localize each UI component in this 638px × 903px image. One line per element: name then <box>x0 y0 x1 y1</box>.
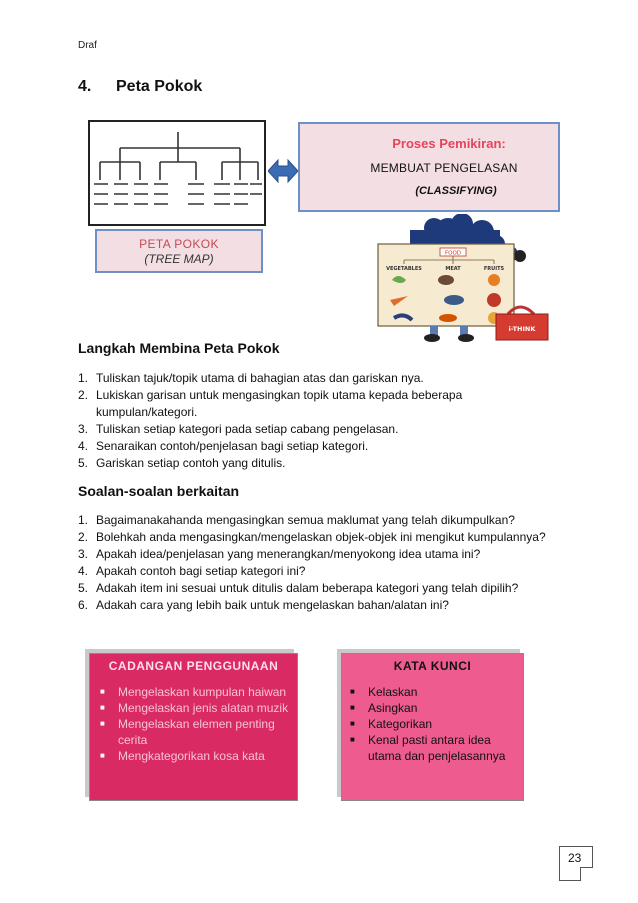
kata-kunci-item-text: Kenal pasti antara idea utama dan penjelasannya <box>368 733 506 763</box>
cadangan-penggunaan-box <box>89 653 298 801</box>
section-title <box>78 78 202 96</box>
question-item-text: Adakah cara yang lebih baik untuk mengelaskan bahan/alatan ini? <box>96 598 449 612</box>
kata-kunci-item <box>342 716 523 732</box>
board-label-vegetables: VEGETABLES <box>386 266 422 272</box>
section-number: 4. <box>78 78 92 95</box>
step-item-number: 5. <box>78 456 89 470</box>
cadangan-item <box>90 748 297 764</box>
question-item-text: Apakah contoh bagi setiap kategori ini? <box>96 564 306 578</box>
question-item-number: 4. <box>78 564 89 578</box>
kata-kunci-box <box>341 653 524 801</box>
square-bullet-icon: ■ <box>100 751 105 760</box>
cadangan-item-text: Mengelaskan elemen penting cerita <box>118 717 275 747</box>
proses-english: (CLASSIFYING) <box>415 185 497 197</box>
question-item-number: 2. <box>78 530 89 544</box>
cadangan-item-text: Mengelaskan kumpulan haiwan <box>118 685 287 699</box>
proses-subtitle: MEMBUAT PENGELASAN <box>370 161 518 175</box>
peta-english: (TREE MAP) <box>144 252 214 266</box>
question-item-text: Adakah item ini sesuai untuk ditulis dalam beberapa kategori yang telah dipilih? <box>96 581 519 595</box>
square-bullet-icon: ■ <box>100 703 105 712</box>
question-item-number: 6. <box>78 598 89 612</box>
square-bullet-icon: ■ <box>350 687 355 696</box>
questions-heading: Soalan-soalan berkaitan <box>78 483 240 499</box>
kata-kunci-title: KATA KUNCI <box>393 659 472 673</box>
steps-heading: Langkah Membina Peta Pokok <box>78 340 280 356</box>
tree-map-illustration <box>88 120 266 226</box>
square-bullet-icon: ■ <box>100 687 105 696</box>
cadangan-list <box>90 684 297 764</box>
question-item-text: Bolehkah anda mengasingkan/mengelaskan objek-objek ini mengikut kumpulannya? <box>96 530 546 544</box>
question-item-number: 5. <box>78 581 89 595</box>
step-item <box>78 455 498 472</box>
mascot-right-hand <box>514 250 526 262</box>
kata-kunci-item <box>342 684 523 700</box>
kata-kunci-item-text: Asingkan <box>368 701 418 715</box>
step-item-text: Senaraikan contoh/penjelasan bagi setiap kategori. <box>96 439 369 453</box>
step-item-text: Tuliskan tajuk/topik utama di bahagian atas dan gariskan nya. <box>96 371 424 385</box>
question-item <box>78 529 558 546</box>
kata-kunci-item <box>342 732 523 764</box>
kata-kunci-item-text: Kelaskan <box>368 685 418 699</box>
section-name: Peta Pokok <box>116 78 203 95</box>
questions-list <box>78 512 558 614</box>
cadangan-item <box>90 700 297 716</box>
proses-pemikiran-box <box>298 122 560 212</box>
step-item <box>78 421 498 438</box>
board-label-fruits: FRUITS <box>483 266 505 272</box>
step-item-number: 4. <box>78 439 89 453</box>
step-item-text: Lukiskan garisan untuk mengasingkan topik utama kepada beberapa kumpulan/kategori. <box>96 388 463 419</box>
question-item <box>78 546 558 563</box>
step-item-number: 1. <box>78 371 89 385</box>
square-bullet-icon: ■ <box>350 703 355 712</box>
square-bullet-icon: ■ <box>350 735 355 744</box>
question-item <box>78 580 558 597</box>
step-item-text: Gariskan setiap contoh yang ditulis. <box>96 456 286 470</box>
kata-kunci-item-text: Kategorikan <box>368 717 433 731</box>
page-fold-icon <box>580 867 593 880</box>
step-item-text: Tuliskan setiap kategori pada setiap cabang pengelasan. <box>96 422 399 436</box>
question-item <box>78 563 558 580</box>
tree-map-mascot-clipart <box>370 214 552 344</box>
cadangan-item-text: Mengelaskan jenis alatan muzik <box>118 701 289 715</box>
question-item-text: Bagaimanakahanda mengasingkan semua maklumat yang telah dikumpulkan? <box>96 513 515 527</box>
board-label-meat: MEAT <box>445 266 461 272</box>
proses-title: Proses Pemikiran: <box>392 136 506 151</box>
question-item <box>78 597 558 614</box>
peta-title: PETA POKOK <box>139 237 219 251</box>
step-item-number: 2. <box>78 388 89 402</box>
peta-pokok-box <box>95 229 263 273</box>
question-item <box>78 512 558 529</box>
square-bullet-icon: ■ <box>350 719 355 728</box>
page-number-box <box>559 846 593 880</box>
toolbox-label: i-THINK <box>508 325 536 333</box>
question-item-number: 1. <box>78 513 89 527</box>
question-item-text: Apakah idea/penjelasan yang menerangkan/menyokong idea utama ini? <box>96 547 481 561</box>
cadangan-item <box>90 684 297 700</box>
tree-map-diagram <box>90 122 264 224</box>
cadangan-item <box>90 716 297 748</box>
draft-label: Draf <box>78 40 97 51</box>
step-item <box>78 387 498 421</box>
board-top-label: FOOD <box>444 250 462 257</box>
cadangan-title: CADANGAN PENGGUNAAN <box>108 659 279 673</box>
cadangan-item-text: Mengkategorikan kosa kata <box>118 749 265 763</box>
page-number: 23 <box>568 851 582 865</box>
double-arrow-icon <box>268 158 298 184</box>
kata-kunci-list <box>342 684 523 764</box>
kata-kunci-item <box>342 700 523 716</box>
steps-list <box>78 370 498 472</box>
square-bullet-icon: ■ <box>100 719 105 728</box>
step-item-number: 3. <box>78 422 89 436</box>
question-item-number: 3. <box>78 547 89 561</box>
step-item <box>78 370 498 387</box>
step-item <box>78 438 498 455</box>
